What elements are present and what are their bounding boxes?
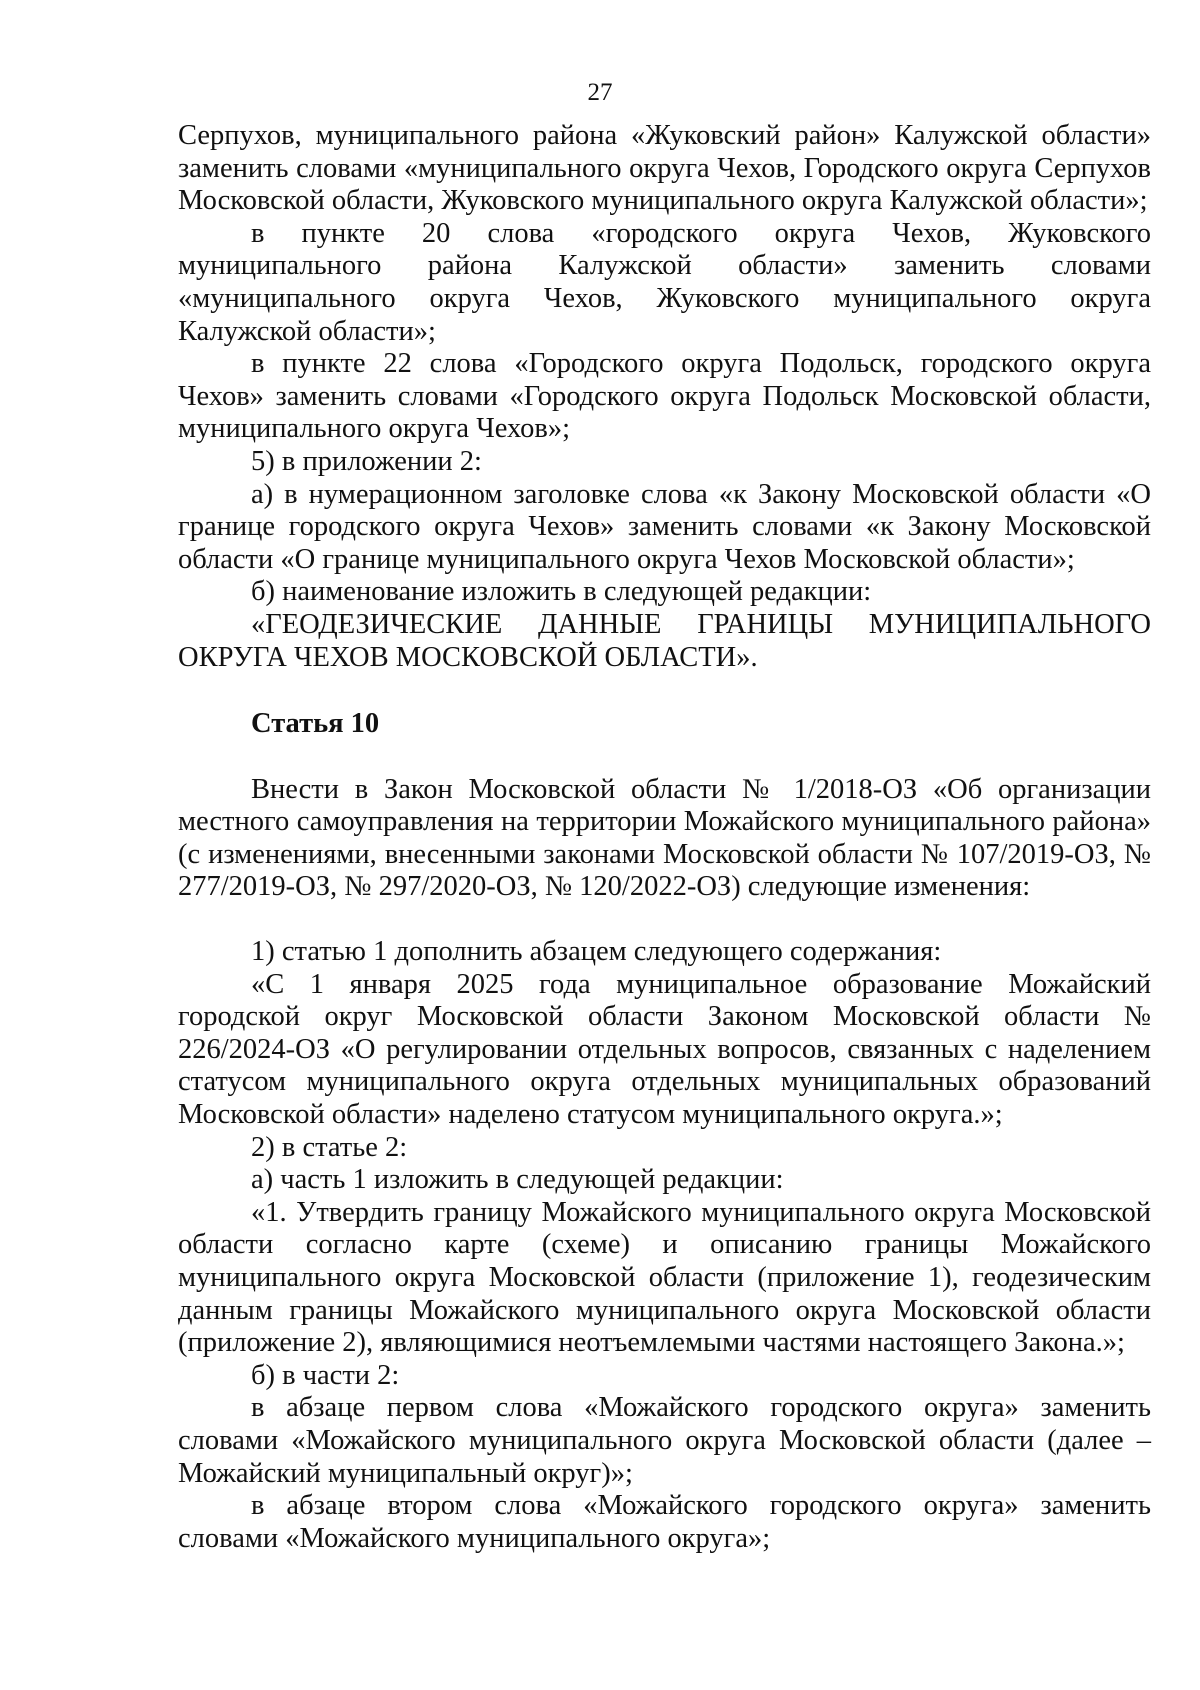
paragraph: в абзаце втором слова «Можайского городского округа» заменить словами «Можайского муниципального округа»; xyxy=(178,1490,1151,1554)
paragraph: б) в части 2: xyxy=(251,1359,400,1391)
paragraph: в пункте 20 слова «городского округа Чехов, Жуковского муниципального района Калужской области» заменить словами «муниципального округа Чехов, Жуковского муниципального округа Калужской области»; xyxy=(178,217,1151,347)
page-number: 27 xyxy=(587,79,613,106)
paragraph: 1) статью 1 дополнить абзацем следующего содержания: xyxy=(251,936,942,968)
paragraph: 2) в статье 2: xyxy=(251,1131,408,1163)
paragraph: «1. Утвердить границу Можайского муниципального округа Московской области согласно карте (схеме) и описанию границы Можайского муниципального округа Московской области (приложение 1), геодезическим данным границы Можайского муниципального округа Московской области (приложение 2), являющимися неотъемлемыми частями настоящего Закона.»; xyxy=(178,1196,1151,1359)
article-intro: Внести в Закон Московской области № 1/2018-ОЗ «Об организации местного самоуправления на территории Можайского муниципального района» (с изменениями, внесенными законами Московской области № 107/2019-ОЗ, № 277/2019-ОЗ, № 297/2020-ОЗ, № 120/2022-ОЗ) следующие изменения: xyxy=(178,773,1151,903)
paragraph: «С 1 января 2025 года муниципальное образование Можайский городской округ Московской области Законом Московской области № 226/2024-ОЗ «О регулировании отдельных вопросов, связанных с наделением статусом муниципального округа отдельных муниципальных образований Московской области» наделено статусом муниципального округа.»; xyxy=(178,968,1151,1131)
paragraph-continuation: Серпухов, муниципального района «Жуковский район» Калужской области» заменить словами «муниципального округа Чехов, Городского округа Серпухов Московской области, Жуковского муниципального округа Калужской области»; xyxy=(178,120,1151,217)
paragraph: в пункте 22 слова «Городского округа Подольск, городского округа Чехов» заменить словами «Городского округа Подольск Московской области, муниципального округа Чехов»; xyxy=(178,348,1151,445)
paragraph: а) часть 1 изложить в следующей редакции: xyxy=(251,1164,784,1196)
paragraph: 5) в приложении 2: xyxy=(251,445,482,477)
paragraph: а) в нумерационном заголовке слова «к Закону Московской области «О границе городского округа Чехов» заменить словами «к Закону Московской области «О границе муниципального округа Чехов Московской области»; xyxy=(178,478,1151,575)
paragraph: «ГЕОДЕЗИЧЕСКИЕ ДАННЫЕ ГРАНИЦЫ МУНИЦИПАЛЬНОГО ОКРУГА ЧЕХОВ МОСКОВСКОЙ ОБЛАСТИ». xyxy=(178,608,1151,673)
document-body xyxy=(178,120,1151,1555)
paragraph: в абзаце первом слова «Можайского городского округа» заменить словами «Можайского муниципального округа Московской области (далее – Можайский муниципальный округ)»; xyxy=(178,1392,1151,1489)
paragraph: б) наименование изложить в следующей редакции: xyxy=(251,576,872,608)
article-heading: Статья 10 xyxy=(251,708,380,740)
